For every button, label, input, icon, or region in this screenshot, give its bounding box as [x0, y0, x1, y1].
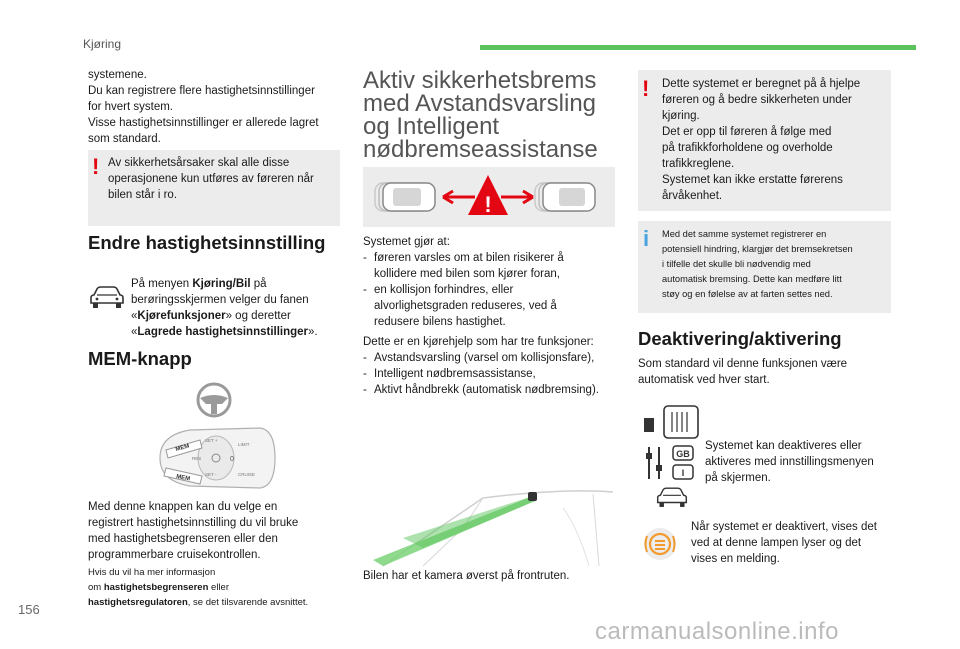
lamp-text [691, 519, 901, 567]
mem-top-label: MEM [174, 443, 191, 453]
driver-responsibility-warning [638, 70, 891, 211]
info-line: støy og en følelse av at farten settes ned. [662, 289, 833, 299]
deactivate-text [705, 438, 895, 486]
list-line: redusere bilens hastighet. [374, 316, 506, 328]
intro-line: Visse hastighetsinnstillinger er allerede lagret [88, 117, 319, 129]
warning-line: operasjonene kun utføres av føreren når [108, 173, 314, 185]
safety-warning-box [88, 150, 340, 226]
speed-stalk-illustration [150, 420, 280, 495]
warning-exclamation-icon: ! [92, 154, 100, 179]
menu-text: på [250, 278, 267, 290]
menu-instruction [131, 276, 341, 340]
title-line: Aktiv sikkerhetsbrems [363, 67, 597, 94]
svg-text:!: ! [484, 192, 492, 217]
warning-line: Dette systemet er beregnet på å hjelpe [662, 78, 861, 90]
camera-caption: Bilen har et kamera øverst på frontruten. [363, 570, 570, 582]
info-line: i tilfelle det skulle bli nødvendig med [662, 259, 811, 269]
lamp-line: ved at denne lampen lyser og det [691, 537, 862, 549]
note-text: , se det tilsvarende avsnittet. [187, 597, 309, 608]
gb-label: GB [676, 449, 690, 459]
standard-line: automatisk ved hver start. [638, 374, 770, 386]
warning-exclamation-icon: ! [642, 76, 650, 101]
deactivate-line: aktiveres med innstillingsmenyen [705, 456, 874, 468]
functions-intro: Dette er en kjørehjelp som har tre funksjoner: [363, 336, 594, 348]
info-icon: i [643, 226, 650, 251]
note-link-limiter: hastighetsbegrenseren [103, 582, 209, 593]
menu-text: ». [308, 326, 318, 338]
system-list-item: - en kollisjon forhindres, eller alvorlighetsgraden reduseres, ved å redusere bilens hastighet. [363, 282, 618, 330]
title-line: med Avstandsvarsling [363, 90, 597, 117]
i-label: I [681, 468, 685, 478]
heading-change-speed-setting: Endre hastighetsinnstilling [88, 232, 326, 253]
set-plus-label: SET + [205, 438, 218, 443]
set-minus-label: SET - [205, 472, 217, 477]
section-accent-bar [480, 45, 916, 50]
note-link-regulator: hastighetsregulatoren [88, 597, 188, 608]
note-line: Hvis du vil ha mer informasjon [88, 567, 216, 578]
warning-line: årvåkenhet. [662, 190, 723, 202]
heading-deactivation: Deaktivering/aktivering [638, 328, 842, 349]
info-line: potensiell hindring, klargjør det bremsekretsen [662, 244, 853, 254]
front-car-icon [535, 183, 595, 211]
saved-settings-bold: Lagrede hastighetsinnstillinger [137, 326, 309, 338]
system-description [363, 234, 618, 330]
warning-line: kjøring. [662, 110, 700, 122]
mem-description [88, 499, 348, 563]
brake-info-box [638, 221, 891, 313]
warning-line: bilen står i ro. [108, 189, 178, 201]
info-line: automatisk bremsing. Dette kan medføre litt [662, 274, 842, 284]
functions-list [363, 334, 621, 398]
windscreen-camera-illustration [363, 468, 615, 568]
res-label: RES [192, 456, 202, 461]
lamp-line: vises en melding. [691, 553, 780, 565]
limit-label: LIMIT [238, 442, 250, 447]
mem-line: programmerbare cruisekontrollen. [88, 549, 261, 561]
list-line: en kollisjon forhindres, eller [374, 284, 514, 296]
tab-name-bold: Kjørefunksjoner [137, 310, 226, 322]
mem-line: registrert hastighetsinnstilling du vil bruke [88, 517, 299, 529]
standard-text [638, 356, 893, 388]
steering-wheel-icon [196, 382, 232, 418]
page-number: 156 [18, 602, 40, 617]
menu-text: berøringsskjermen velger du fanen [131, 294, 309, 306]
intro-text [88, 67, 338, 147]
heading-mem-button: MEM-knapp [88, 348, 192, 369]
list-line: føreren varsles om at bilen risikerer å [374, 252, 564, 264]
car-touchscreen-icon [88, 285, 126, 311]
note-text: om [88, 582, 104, 593]
info-line: Med det samme systemet registrerer en [662, 229, 827, 239]
mem-line: Med denne knappen kan du velge en [88, 501, 278, 513]
intro-line: som standard. [88, 133, 161, 145]
touchscreen-apps-icon [642, 404, 702, 440]
system-intro: Systemet gjør at: [363, 236, 450, 248]
intro-line: for hvert system. [88, 101, 173, 113]
warning-line: Av sikkerhetsårsaker skal alle disse [108, 157, 290, 169]
menu-text: « [131, 310, 138, 322]
more-info-note [88, 565, 353, 610]
list-line: alvorlighetsgraden reduseres, ved å [374, 300, 557, 312]
menu-text: På menyen [131, 278, 193, 290]
deactivate-line: Systemet kan deaktiveres eller [705, 440, 862, 452]
warning-line: føreren og å bedre sikkerheten under [662, 94, 852, 106]
menu-text: « [131, 326, 138, 338]
main-title [363, 69, 613, 161]
standard-line: Som standard vil denne funksjonen være [638, 358, 848, 370]
intro-line: Du kan registrere flere hastighetsinnstillinger [88, 85, 315, 97]
collision-illustration [363, 167, 615, 227]
section-label: Kjøring [83, 37, 122, 51]
menu-path-bold: Kjøring/Bil [192, 278, 251, 290]
intro-line: systemene. [88, 69, 147, 81]
lamp-line: Når systemet er deaktivert, vises det [691, 521, 877, 533]
settings-sliders-icon [645, 443, 695, 483]
zero-label: 0 [230, 456, 234, 463]
warning-lamp-icon [642, 526, 678, 562]
menu-text: » og deretter [225, 310, 291, 322]
rear-car-icon [375, 183, 435, 211]
note-text: eller [208, 582, 229, 593]
mem-line: med hastighetsbegrenseren eller den [88, 533, 278, 545]
title-line: og Intelligent [363, 113, 500, 140]
function-item: - Intelligent nødbremsassistanse, [363, 368, 536, 380]
function-item: - Aktivt håndbrekk (automatisk nødbremsing). [363, 384, 599, 396]
camera-icon [528, 492, 537, 501]
list-line: kollidere med bilen som kjører foran, [374, 268, 560, 280]
warning-line: på trafikkforholdene og overholde [662, 142, 833, 154]
warning-line: Systemet kan ikke erstatte førerens [662, 174, 843, 186]
warning-line: trafikkreglene. [662, 158, 735, 170]
cruise-label: CRUISE [238, 472, 256, 477]
deactivate-line: på skjermen. [705, 472, 771, 484]
system-list-item: - føreren varsles om at bilen risikerer å kollidere med bilen som kjører foran, [363, 250, 618, 282]
mem-bottom-label: MEM [175, 474, 191, 483]
warning-line: Det er opp til føreren å følge med [662, 126, 832, 138]
function-item: - Avstandsvarsling (varsel om kollisjonsfare), [363, 352, 595, 364]
car-settings-icon [655, 486, 689, 510]
title-line: nødbremseassistanse [363, 136, 598, 163]
watermark: carmanualsonline.info [595, 618, 839, 645]
